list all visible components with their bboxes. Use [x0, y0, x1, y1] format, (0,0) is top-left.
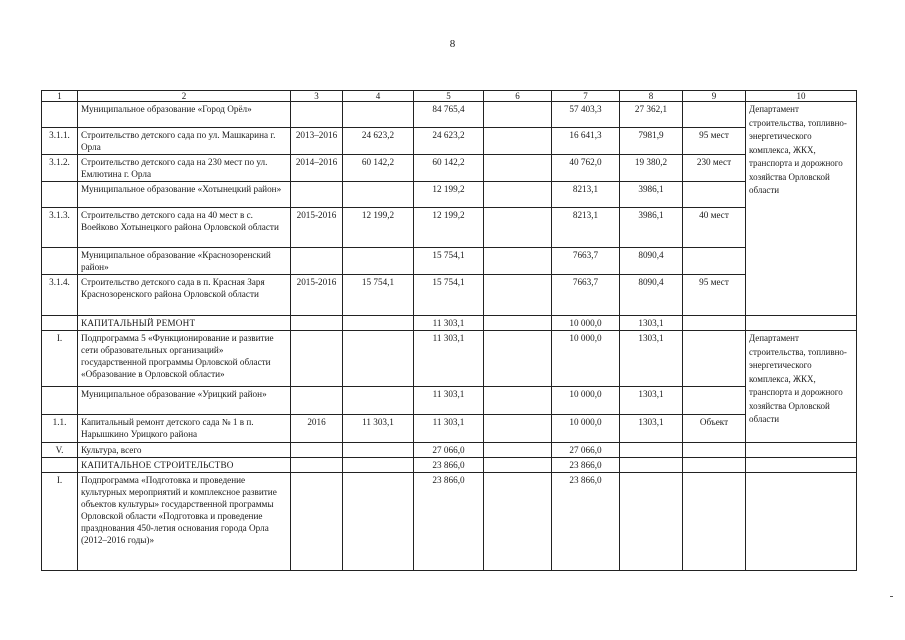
header-cell: 8	[620, 91, 683, 102]
table-row	[42, 155, 857, 182]
cell-col7: 7663,7	[552, 248, 620, 275]
cell-number	[42, 316, 78, 331]
cell-number	[42, 182, 78, 208]
cell-cost: 15 754,1	[343, 275, 414, 316]
cell-period: 2016	[291, 415, 343, 443]
cell-period: 2013–2016	[291, 128, 343, 155]
cell-col7: 57 403,3	[552, 102, 620, 128]
cell-number	[42, 248, 78, 275]
cell-cost: 60 142,2	[343, 155, 414, 182]
cell-cost: 11 303,1	[343, 415, 414, 443]
cell-capacity	[683, 331, 746, 387]
cell-responsible: Департамент строительства, топливно-энергетического комплекса, ЖКХ, транспорта и дорожного хозяйства Орловской области	[746, 331, 857, 443]
cell-name: Строительство детского сада в п. Красная Заря Краснозоренского района Орловской области	[78, 275, 291, 316]
cell-col7: 10 000,0	[552, 331, 620, 387]
cell-responsible	[746, 473, 857, 571]
cell-number: 3.1.4.	[42, 275, 78, 316]
cell-total: 12 199,2	[414, 182, 484, 208]
cell-col7: 10 000,0	[552, 387, 620, 415]
header-cell: 4	[343, 91, 414, 102]
cell-col6	[484, 102, 552, 128]
cell-col6	[484, 387, 552, 415]
cell-number: 3.1.3.	[42, 208, 78, 248]
cell-capacity: 95 мест	[683, 128, 746, 155]
cell-total: 27 066,0	[414, 443, 484, 458]
cell-col8: 27 362,1	[620, 102, 683, 128]
cell-total: 24 623,2	[414, 128, 484, 155]
cell-name: Муниципальное образование «Урицкий район»	[78, 387, 291, 415]
cell-total: 23 866,0	[414, 473, 484, 571]
header-cell: 1	[42, 91, 78, 102]
cell-col6	[484, 182, 552, 208]
cell-name: Строительство детского сада на 40 мест в с. Воейково Хотынецкого района Орловской области	[78, 208, 291, 248]
cell-section-title: КАПИТАЛЬНОЕ СТРОИТЕЛЬСТВО	[78, 458, 291, 473]
cell-name: Муниципальное образование «Город Орёл»	[78, 102, 291, 128]
cell-col8	[620, 443, 683, 458]
cell-capacity	[683, 248, 746, 275]
cell-col6	[484, 208, 552, 248]
cell-col6	[484, 275, 552, 316]
budget-table	[41, 90, 857, 571]
cell-col6	[484, 458, 552, 473]
cell-total: 11 303,1	[414, 415, 484, 443]
header-cell: 9	[683, 91, 746, 102]
cell-cost	[343, 182, 414, 208]
table-row	[42, 387, 857, 415]
cell-period	[291, 182, 343, 208]
cell-name: Муниципальное образование «Краснозоренский район»	[78, 248, 291, 275]
header-cell: 5	[414, 91, 484, 102]
table-row	[42, 275, 857, 316]
cell-capacity	[683, 182, 746, 208]
table-row	[42, 415, 857, 443]
cell-cost	[343, 331, 414, 387]
cell-col8: 3986,1	[620, 208, 683, 248]
cell-col8: 8090,4	[620, 275, 683, 316]
table-row	[42, 473, 857, 571]
cell-number: 1.1.	[42, 415, 78, 443]
cell-responsible	[746, 443, 857, 458]
cell-period	[291, 387, 343, 415]
cell-total: 60 142,2	[414, 155, 484, 182]
cell-period	[291, 331, 343, 387]
cell-period	[291, 458, 343, 473]
cell-period	[291, 102, 343, 128]
cell-name: Строительство детского сада на 230 мест по ул. Емлютина г. Орла	[78, 155, 291, 182]
cell-col8: 7981,9	[620, 128, 683, 155]
cell-capacity: 95 мест	[683, 275, 746, 316]
cell-col8: 1303,1	[620, 415, 683, 443]
cell-cost	[343, 102, 414, 128]
cell-cost: 24 623,2	[343, 128, 414, 155]
cell-col7: 27 066,0	[552, 443, 620, 458]
cell-capacity: 40 мест	[683, 208, 746, 248]
cell-name: Капитальный ремонт детского сада № 1 в п. Нарышкино Урицкого района	[78, 415, 291, 443]
table-row	[42, 331, 857, 387]
scan-mark	[890, 596, 893, 597]
cell-number: 3.1.2.	[42, 155, 78, 182]
cell-col7: 10 000,0	[552, 316, 620, 331]
cell-col6	[484, 473, 552, 571]
cell-col8	[620, 473, 683, 571]
cell-capacity	[683, 387, 746, 415]
cell-col7: 10 000,0	[552, 415, 620, 443]
table-row	[42, 316, 857, 331]
cell-total: 15 754,1	[414, 248, 484, 275]
cell-col6	[484, 443, 552, 458]
cell-col6	[484, 248, 552, 275]
cell-number: V.	[42, 443, 78, 458]
cell-capacity	[683, 443, 746, 458]
cell-col6	[484, 331, 552, 387]
cell-number	[42, 102, 78, 128]
cell-name: Культура, всего	[78, 443, 291, 458]
cell-responsible-empty	[746, 316, 857, 331]
cell-name: Муниципальное образование «Хотынецкий район»	[78, 182, 291, 208]
cell-total: 23 866,0	[414, 458, 484, 473]
cell-total: 84 765,4	[414, 102, 484, 128]
cell-period	[291, 316, 343, 331]
cell-col7: 8213,1	[552, 182, 620, 208]
cell-col8: 3986,1	[620, 182, 683, 208]
cell-total: 11 303,1	[414, 331, 484, 387]
cell-total: 11 303,1	[414, 316, 484, 331]
cell-number: I.	[42, 473, 78, 571]
header-row	[42, 91, 857, 102]
cell-capacity	[683, 102, 746, 128]
cell-col6	[484, 128, 552, 155]
cell-responsible: Департамент строительства, топливно-энергетического комплекса, ЖКХ, транспорта и дорожного хозяйства Орловской области	[746, 102, 857, 316]
cell-period: 2015-2016	[291, 275, 343, 316]
cell-col6	[484, 155, 552, 182]
header-cell: 6	[484, 91, 552, 102]
table-row	[42, 443, 857, 458]
cell-number	[42, 387, 78, 415]
cell-capacity: 230 мест	[683, 155, 746, 182]
cell-number: I.	[42, 331, 78, 387]
cell-col7: 16 641,3	[552, 128, 620, 155]
cell-capacity	[683, 473, 746, 571]
cell-period: 2014–2016	[291, 155, 343, 182]
cell-col7: 23 866,0	[552, 473, 620, 571]
cell-name: Строительство детского сада по ул. Машкарина г. Орла	[78, 128, 291, 155]
cell-section-title: КАПИТАЛЬНЫЙ РЕМОНТ	[78, 316, 291, 331]
cell-col7: 40 762,0	[552, 155, 620, 182]
cell-period: 2015-2016	[291, 208, 343, 248]
table-row	[42, 208, 857, 248]
cell-col8: 19 380,2	[620, 155, 683, 182]
cell-cost	[343, 458, 414, 473]
cell-cost	[343, 443, 414, 458]
cell-responsible	[746, 458, 857, 473]
cell-col8: 1303,1	[620, 331, 683, 387]
cell-col7: 23 866,0	[552, 458, 620, 473]
cell-col6	[484, 316, 552, 331]
cell-name: Подпрограмма 5 «Функционирование и развитие сети образовательных организаций» государственной программы Орловской области «Образование в Орловской области»	[78, 331, 291, 387]
cell-cost	[343, 387, 414, 415]
cell-col6	[484, 415, 552, 443]
cell-number	[42, 458, 78, 473]
cell-col7: 8213,1	[552, 208, 620, 248]
cell-cost	[343, 248, 414, 275]
header-cell: 7	[552, 91, 620, 102]
cell-capacity	[683, 458, 746, 473]
table-row	[42, 102, 857, 128]
cell-cost	[343, 473, 414, 571]
cell-col8	[620, 458, 683, 473]
header-cell: 3	[291, 91, 343, 102]
table-row	[42, 128, 857, 155]
cell-period	[291, 248, 343, 275]
cell-number: 3.1.1.	[42, 128, 78, 155]
header-cell: 10	[746, 91, 857, 102]
cell-cost: 12 199,2	[343, 208, 414, 248]
cell-cost	[343, 316, 414, 331]
table-row	[42, 248, 857, 275]
cell-total: 12 199,2	[414, 208, 484, 248]
table-row	[42, 182, 857, 208]
cell-col8: 8090,4	[620, 248, 683, 275]
cell-col8: 1303,1	[620, 316, 683, 331]
cell-period	[291, 473, 343, 571]
cell-col8: 1303,1	[620, 387, 683, 415]
cell-col7: 7663,7	[552, 275, 620, 316]
cell-total: 15 754,1	[414, 275, 484, 316]
page-number: 8	[449, 38, 456, 50]
cell-capacity: Объект	[683, 415, 746, 443]
table-row	[42, 458, 857, 473]
cell-total: 11 303,1	[414, 387, 484, 415]
cell-capacity	[683, 316, 746, 331]
cell-period	[291, 443, 343, 458]
header-cell: 2	[78, 91, 291, 102]
cell-name: Подпрограмма «Подготовка и проведение культурных мероприятий и комплексное развитие объектов культуры» государственной программы Орловской области «Подготовка и проведение празднования 450-летия основания города Орла (2012–2016 годы)»	[78, 473, 291, 571]
